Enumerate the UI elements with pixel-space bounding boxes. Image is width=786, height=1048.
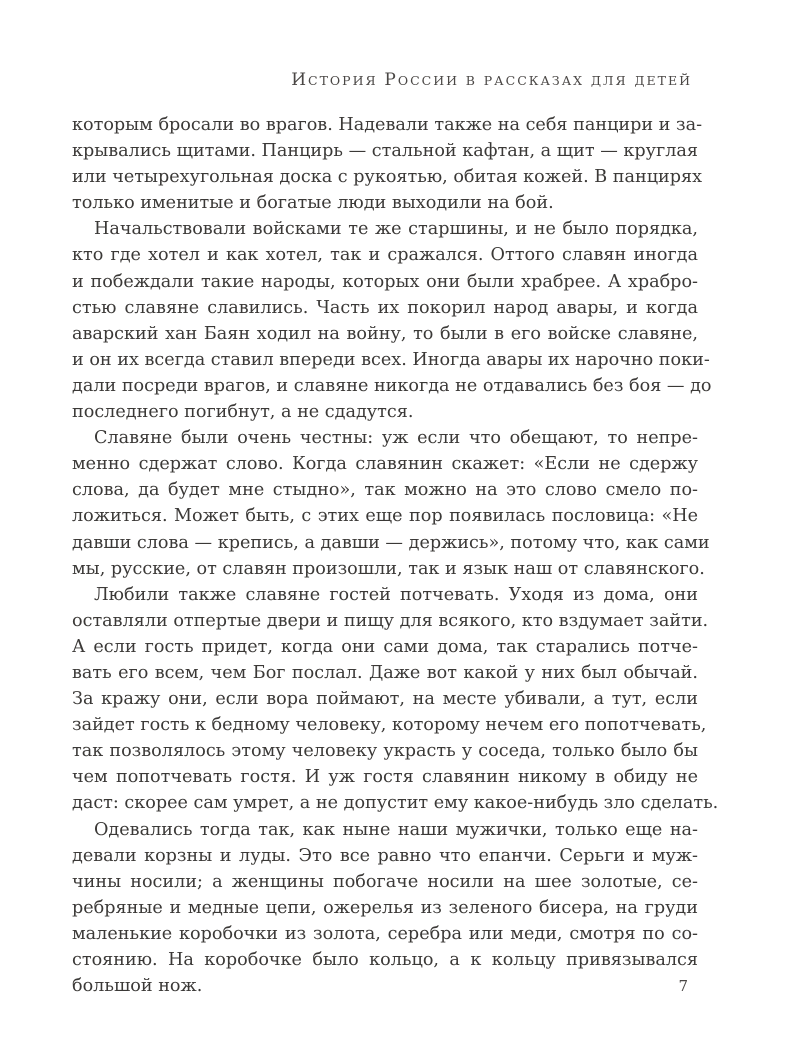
text-line: чем попотчевать гостя. И уж гостя славянин никому в обиду не [72, 767, 698, 788]
text-line: оставляли отпертые двери и пищу для всякого, кто вздумает зайти. [72, 610, 709, 631]
text-line: которым бросали во врагов. Надевали также на себя панцири и за- [72, 115, 703, 135]
body-text [72, 112, 719, 999]
text-line: дали посреди врагов, и славяне никогда не отдавались без боя — до [72, 375, 712, 396]
text-line: и побеждали такие народы, которых они были храбрее. А храбро- [72, 271, 698, 292]
text-line: кто где хотел и как хотел, так и сражался. Оттого славян иногда [72, 245, 698, 266]
text-line: Славяне были очень честны: уж если что обещают, то непре- [94, 428, 698, 449]
paragraph [72, 817, 698, 1000]
paragraph [72, 582, 719, 817]
text-line: ложиться. Может быть, с этих еще пор появилась пословица: «Не [72, 506, 698, 527]
text-line: большой нож. [72, 976, 203, 997]
text-line: слова, да будет мне стыдно», так можно на это слово смело по- [72, 480, 698, 501]
text-line: стью славяне славились. Часть их покорил народ авары, и когда [72, 297, 698, 318]
text-line: менно сдержат слово. Когда славянин скажет: «Если не сдержу [72, 454, 698, 475]
text-line: и он их всегда ставил впереди всех. Иногда авары их нарочно поки- [72, 349, 710, 370]
text-line: стоянию. На коробочке было кольцо, а к кольцу привязывался [72, 950, 698, 970]
text-line: последнего погибнут, а не сдадутся. [72, 402, 414, 423]
text-line: мы, русские, от славян произошли, так и язык наш от славянского. [72, 558, 705, 579]
text-line: давши слова — крепись, а давши — держись», потому что, как сами [72, 532, 710, 553]
text-line: ребряные и медные цепи, ожерелья из зеленого бисера, на груди [72, 897, 698, 918]
text-line: крывались щитами. Панцирь — стальной кафтан, а щит — круглая [72, 141, 698, 162]
text-line: даст: скорее сам умрет, а не допустит ему какое-нибудь зло сделать. [72, 793, 719, 814]
paragraph [72, 216, 712, 425]
text-line: или четырехугольная доска с рукоятью, обитая кожей. В панцирях [72, 167, 703, 188]
text-line: Начальствовали войсками те же старшины, и не было порядка, [94, 219, 698, 240]
text-line: аварский хан Баян ходил на войну, то были в его войске славяне, [72, 323, 698, 344]
paragraph [72, 112, 703, 216]
text-line: девали корзны и луды. Это все равно что епанчи. Серьги и муж- [72, 845, 698, 866]
running-head: ИСТОРИЯ РОССИИ В РАССКАЗАХ ДЛЯ ДЕТЕЙ [291, 70, 692, 90]
text-line: А если гость придет, когда они сами дома, так старались потче- [72, 636, 698, 657]
text-line: Любили также славяне гостей потчевать. Уходя из дома, они [94, 584, 698, 605]
text-line: вать его всем, чем Бог послал. Даже вот какой у них был обычай. [72, 662, 698, 683]
text-line: чины носили; а женщины побогаче носили на шее золотые, се- [72, 871, 698, 892]
page-number: 7 [678, 977, 688, 995]
paragraph [72, 425, 710, 582]
text-line: зайдет гость к бедному человеку, которому нечем его попотчевать, [72, 715, 707, 736]
text-line: Одевались тогда так, как ныне наши мужички, только еще на- [94, 819, 698, 840]
text-line: только именитые и богатые люди выходили на бой. [72, 193, 554, 214]
text-line: За кражу они, если вора поймают, на месте убивали, а тут, если [72, 689, 698, 710]
text-line: маленькие коробочки из золота, серебра или меди, смотря по со- [72, 923, 698, 944]
text-line: так позволялось этому человеку украсть у соседа, только было бы [72, 741, 698, 762]
